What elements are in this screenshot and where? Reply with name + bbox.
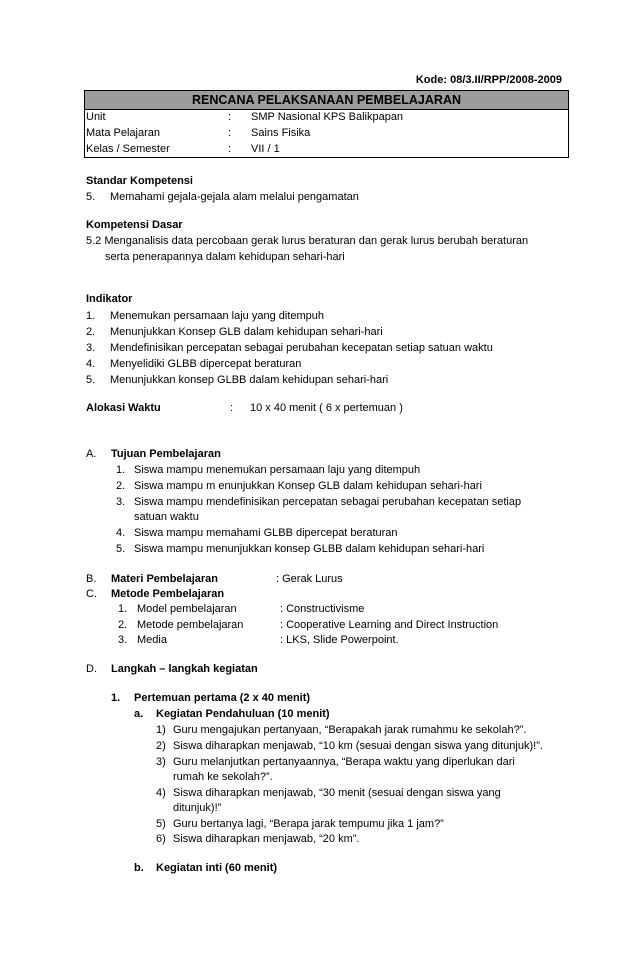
info-sep: : <box>228 111 232 123</box>
indikator-num: 5. <box>86 374 96 386</box>
info-label-kelas: Kelas / Semester <box>86 143 170 155</box>
title-bar <box>84 90 569 110</box>
standar-text: Memahami gejala-gejala alam melalui pengamatan <box>110 191 359 203</box>
info-sep: : <box>228 143 232 155</box>
standar-heading: Standar Kompetensi <box>86 175 193 187</box>
metode-heading: Metode Pembelajaran <box>111 588 225 600</box>
pendahuluan-item-cont: ditunjuk)!” <box>173 802 222 814</box>
info-sep: : <box>228 127 232 139</box>
metode-label: Model pembelajaran <box>137 603 237 615</box>
pendahuluan-num: 2) <box>156 740 166 752</box>
metode-label: Media <box>137 634 167 646</box>
info-label-unit: Unit <box>86 111 106 123</box>
pendahuluan-num: 3) <box>156 756 166 768</box>
info-label-mapel: Mata Pelajaran <box>86 127 160 139</box>
pendahuluan-title: Kegiatan Pendahuluan (10 menit) <box>156 708 330 720</box>
tujuan-num: 5. <box>116 543 126 555</box>
document-title: RENCANA PELAKSANAAN PEMBELAJARAN <box>192 93 461 107</box>
metode-num: 1. <box>118 603 128 615</box>
kompetensi-line2: serta penerapannya dalam kehidupan sehari-hari <box>105 251 345 263</box>
alokasi-label: Alokasi Waktu <box>86 402 161 414</box>
inti-letter: b. <box>134 862 144 874</box>
metode-value: : Constructivisme <box>280 603 365 615</box>
tujuan-item: Siswa mampu m enunjukkan Konsep GLB dalam kehidupan sehari-hari <box>134 480 482 492</box>
pendahuluan-item: Siswa diharapkan menjawab, “10 km (sesuai dengan siswa yang ditunjuk)!”. <box>173 740 543 752</box>
metode-num: 2. <box>118 619 128 631</box>
tujuan-num: 1. <box>116 464 126 476</box>
pendahuluan-item: Guru bertanya lagi, “Berapa jarak tempumu jika 1 jam?” <box>173 818 444 830</box>
document-code: Kode: 08/3.II/RPP/2008-2009 <box>415 74 562 86</box>
langkah-heading: Langkah – langkah kegiatan <box>111 663 258 675</box>
tujuan-num: 3. <box>116 496 126 508</box>
materi-letter: B. <box>86 573 97 585</box>
kompetensi-heading: Kompetensi Dasar <box>86 219 183 231</box>
pendahuluan-num: 4) <box>156 787 166 799</box>
materi-value: : Gerak Lurus <box>276 573 343 585</box>
langkah-letter: D. <box>86 663 97 675</box>
tujuan-letter: A. <box>86 448 97 460</box>
pendahuluan-num: 6) <box>156 833 166 845</box>
metode-value: : Cooperative Learning and Direct Instruction <box>280 619 499 631</box>
indikator-heading: Indikator <box>86 293 133 305</box>
pertemuan-num: 1. <box>111 692 121 704</box>
pertemuan-title: Pertemuan pertama (2 x 40 menit) <box>134 692 311 704</box>
indikator-num: 4. <box>86 358 96 370</box>
info-value-mapel: Sains Fisika <box>251 127 311 139</box>
metode-label: Metode pembelajaran <box>137 619 244 631</box>
indikator-num: 3. <box>86 342 96 354</box>
tujuan-num: 2. <box>116 480 126 492</box>
materi-heading: Materi Pembelajaran <box>111 573 218 585</box>
metode-value: : LKS, Slide Powerpoint. <box>280 634 399 646</box>
info-value-unit: SMP Nasional KPS Balikpapan <box>251 111 404 123</box>
pendahuluan-item: Siswa diharapkan menjawab, “20 km”. <box>173 833 360 845</box>
indikator-item: Menunjukkan konsep GLBB dalam kehidupan sehari-hari <box>110 374 389 386</box>
indikator-num: 1. <box>86 310 96 322</box>
pendahuluan-item: Siswa diharapkan menjawab, “30 menit (sesuai dengan siswa yang <box>173 787 501 799</box>
pendahuluan-item: Guru melanjutkan pertanyaannya, “Berapa waktu yang diperlukan dari <box>173 756 515 768</box>
tujuan-item: Siswa mampu menunjukkan konsep GLBB dalam kehidupan sehari-hari <box>134 543 485 555</box>
pendahuluan-item-cont: rumah ke sekolah?”. <box>173 771 273 783</box>
indikator-item: Menemukan persamaan laju yang ditempuh <box>110 310 325 322</box>
alokasi-sep: : <box>230 402 234 414</box>
indikator-num: 2. <box>86 326 96 338</box>
pendahuluan-letter: a. <box>134 708 144 720</box>
pendahuluan-num: 5) <box>156 818 166 830</box>
inti-title: Kegiatan inti (60 menit) <box>156 862 278 874</box>
tujuan-item: Siswa mampu menemukan persamaan laju yang ditempuh <box>134 464 421 476</box>
standar-num: 5. <box>86 191 96 203</box>
kompetensi-line1: 5.2 Menganalisis data percobaan gerak lurus beraturan dan gerak lurus berubah beraturan <box>86 235 529 247</box>
indikator-item: Mendefinisikan percepatan sebagai perubahan kecepatan setiap satuan waktu <box>110 342 493 354</box>
tujuan-item: Siswa mampu memahami GLBB dipercepat beraturan <box>134 527 398 539</box>
tujuan-item: Siswa mampu mendefinisikan percepatan sebagai perubahan kecepatan setiap <box>134 496 522 508</box>
tujuan-item-cont: satuan waktu <box>134 511 199 523</box>
tujuan-num: 4. <box>116 527 126 539</box>
metode-num: 3. <box>118 634 128 646</box>
metode-letter: C. <box>86 588 97 600</box>
info-value-kelas: VII / 1 <box>251 143 280 155</box>
pendahuluan-item: Guru mengajukan pertanyaan, “Berapakah jarak rumahmu ke sekolah?”. <box>173 724 527 736</box>
indikator-item: Menunjukkan Konsep GLB dalam kehidupan sehari-hari <box>110 326 383 338</box>
indikator-item: Menyelidiki GLBB dipercepat beraturan <box>110 358 302 370</box>
alokasi-value: 10 x 40 menit ( 6 x pertemuan ) <box>250 402 403 414</box>
pendahuluan-num: 1) <box>156 724 166 736</box>
tujuan-heading: Tujuan Pembelajaran <box>111 448 221 460</box>
